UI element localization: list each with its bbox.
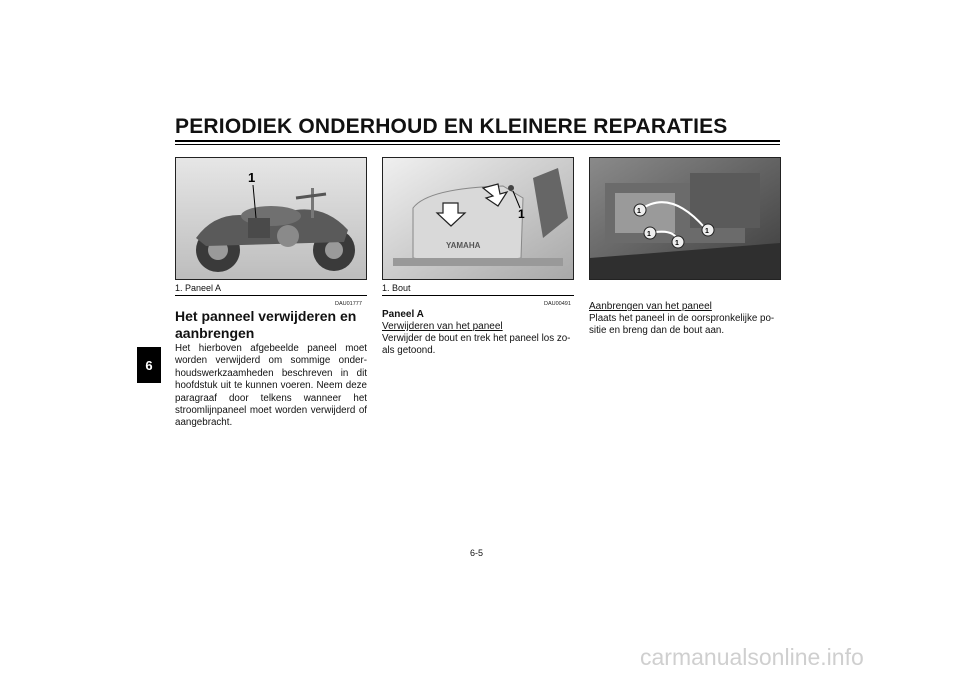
installation-text: Plaats het paneel in de oorspronkelijke po-sitie en breng dan de bout aan. (589, 313, 775, 337)
yamaha-logo: YAMAHA (446, 241, 481, 250)
removal-text: Verwijder de bout en trek het paneel los zo-als getoond. (382, 333, 571, 357)
underlined-heading: Aanbrengen van het paneel (589, 301, 712, 312)
figure-caption: 1. Bout (382, 283, 411, 293)
section-heading: Het panneel verwijderen en aanbrengen (175, 308, 357, 341)
doc-code: DAU01777 (335, 301, 362, 307)
page-number: 6-5 (470, 548, 484, 558)
figure-callout: 1 (675, 240, 679, 247)
page-title: PERIODIEK ONDERHOUD EN KLEINERE REPARATIES (175, 115, 728, 138)
title-rule (175, 140, 780, 142)
doc-code: DAU00491 (544, 301, 571, 307)
side-panel-photo (382, 157, 574, 280)
motorcycle-photo (175, 157, 367, 280)
figure-callout: 1 (647, 231, 651, 238)
figure-caption: 1. Paneel A (175, 283, 222, 293)
underlined-heading: Verwijderen van het paneel (382, 321, 503, 332)
figure-callout: 1 (637, 208, 641, 215)
watermark: carmanualsonline.info (640, 644, 864, 670)
chapter-tab: 6 (137, 347, 161, 383)
section-body: Het hierboven afgebeelde paneel moet worden verwijderd om sommige onder-houdswerkzaamheden beschreven in dit hoofdstuk uit te kunnen voeren. Neem deze paragraaf door telkens wanneer het stroomlijnpaneel moet worden verwijderd of aangebracht. (175, 343, 367, 429)
title-rule-thin (175, 144, 780, 145)
installation-photo (589, 157, 781, 280)
figure-callout: 1 (248, 170, 256, 185)
caption-rule (382, 295, 574, 296)
figure-callout: 1 (705, 228, 709, 235)
caption-rule (175, 295, 367, 296)
subheading: Paneel A (382, 309, 424, 320)
figure-callout: 1 (518, 207, 525, 221)
